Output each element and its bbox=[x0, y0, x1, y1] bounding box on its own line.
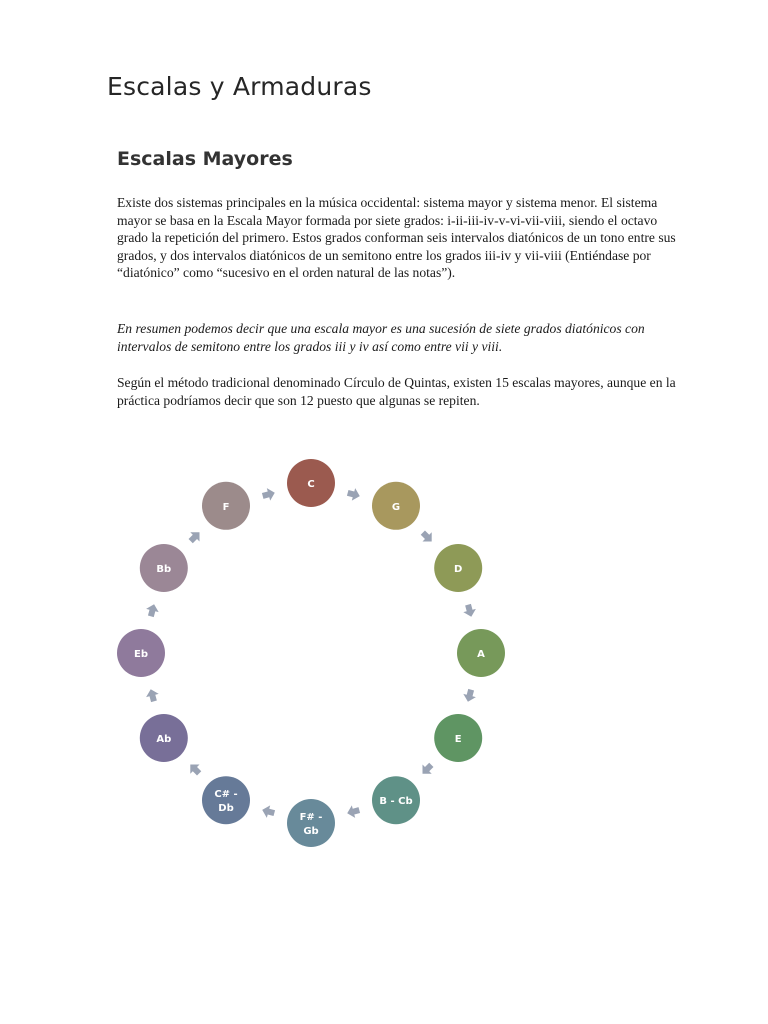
arrow-connector bbox=[418, 760, 436, 778]
key-node-label: A bbox=[477, 649, 485, 660]
key-node bbox=[372, 776, 420, 824]
key-node-label: F# - bbox=[299, 812, 323, 823]
summary-paragraph: En resumen podemos decir que una escala mayor es una sucesión de siete grados diatónicos con intervalos de semitono entre los grados iii y iv así como entre vii y viii. bbox=[117, 321, 645, 354]
arrow-connector bbox=[261, 804, 276, 820]
arrow-connector bbox=[186, 528, 204, 546]
section-title: Escalas Mayores bbox=[117, 148, 293, 170]
arrow-connector bbox=[462, 603, 478, 618]
key-node-label: Ab bbox=[156, 734, 172, 745]
key-node bbox=[140, 714, 188, 762]
page-title: Escalas y Armaduras bbox=[107, 72, 372, 101]
arrow-connector bbox=[261, 486, 276, 502]
key-node bbox=[434, 714, 482, 762]
arrow-connector bbox=[145, 603, 161, 618]
key-node-label: G bbox=[391, 501, 401, 513]
arrow-connector bbox=[144, 688, 160, 703]
key-node-circle bbox=[287, 799, 335, 847]
key-node-label: Bb bbox=[156, 564, 172, 575]
key-node bbox=[457, 629, 505, 677]
key-node-label: C# - bbox=[214, 789, 238, 801]
key-node-label: Eb bbox=[134, 649, 148, 660]
key-node bbox=[287, 459, 335, 507]
intro-paragraph: Existe dos sistemas principales en la música occidental: sistema mayor y sistema menor. El sistema mayor se basa en la Escala Mayor formada por siete grados: i-ii-iii-iv-v-vi-vii-viii, siendo el octavo grado la repetición del primero. Estos grados conforman seis intervalos diatónicos de un tono entre sus grados, y dos intervalos diatónicos de un semitono entre los grados iii-iv y vii-viii (Entiéndase por “diatónico” como “sucesivo en el orden natural de las notas”). bbox=[117, 195, 676, 281]
key-node bbox=[140, 544, 188, 592]
arrow-connector bbox=[346, 804, 361, 820]
key-node bbox=[202, 776, 250, 824]
key-node bbox=[202, 482, 250, 530]
key-node bbox=[372, 482, 420, 530]
key-node-label: E bbox=[454, 734, 462, 745]
arrow-connector bbox=[418, 528, 436, 546]
arrow-connector bbox=[462, 688, 478, 703]
key-node-label: C bbox=[307, 479, 315, 490]
arrow-connector bbox=[186, 760, 204, 778]
key-node bbox=[117, 629, 165, 677]
circle-paragraph: Según el método tradicional denominado Círculo de Quintas, existen 15 escalas mayores, aunque en la práctica podríamos decir que son 12 puesto que algunas se repiten. bbox=[117, 375, 676, 408]
key-node-label: F bbox=[222, 501, 230, 513]
arrow-connector bbox=[346, 487, 361, 503]
key-node-label: Db bbox=[218, 803, 234, 815]
key-node-label: D bbox=[454, 564, 463, 575]
key-node-label: Gb bbox=[303, 826, 319, 837]
circle-of-fifths-diagram bbox=[0, 440, 768, 860]
key-node-label: B - Cb bbox=[379, 796, 413, 808]
key-node bbox=[434, 544, 482, 592]
key-node bbox=[287, 799, 335, 847]
